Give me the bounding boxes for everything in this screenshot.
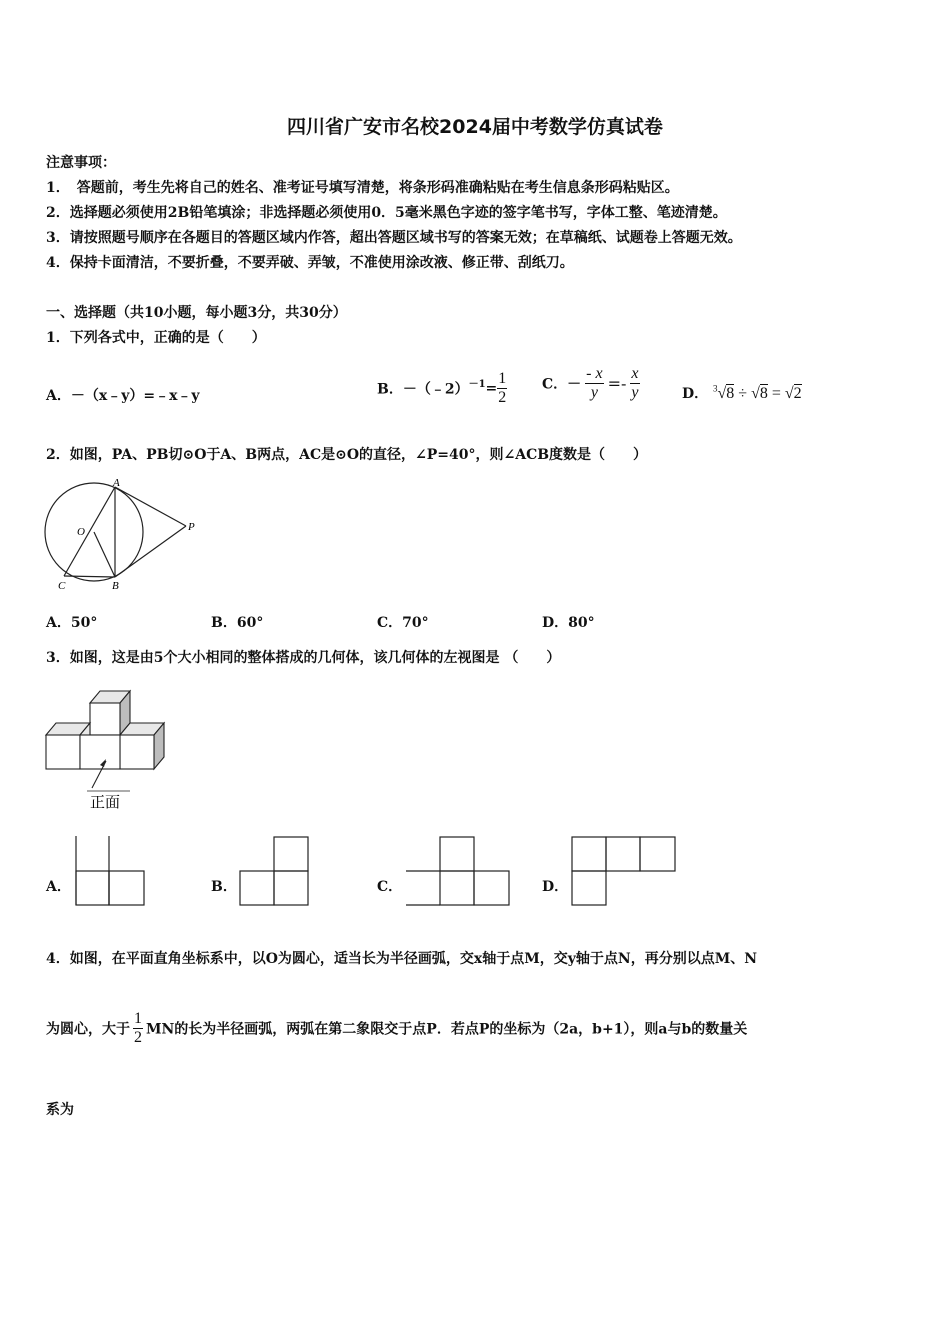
q1-c-label: C．－ — [542, 376, 582, 393]
q1-b-exponent: －1 — [468, 378, 486, 390]
q4-line-2-suffix: MN的长为半径画弧，两弧在第二象限交于点P．若点P的坐标为（2a，b+1），则a与b的数量关 — [146, 1021, 748, 1038]
q1-c-den-1: y — [585, 383, 603, 402]
q2-option-d: D．80° — [542, 615, 595, 631]
q1-c-num-1: - x — [586, 365, 603, 382]
question-1-stem: 1．下列各式中，正确的是（ ） — [46, 330, 266, 346]
notice-heading: 注意事项： — [46, 155, 116, 171]
section-heading: 一、选择题（共10小题，每小题3分，共30分） — [46, 305, 347, 321]
q3-option-b-label: B． — [211, 879, 237, 895]
q1-option-a: A．－（x﹣y）=﹣x﹣y — [46, 388, 200, 404]
q1-b-denominator: 2 — [498, 389, 507, 406]
q4-fraction-numerator: 1 — [134, 1010, 142, 1027]
notice-item: 3．请按照题号顺序在各题目的答题区域内作答，超出答题区域书写的答案无效；在草稿纸、试题卷上答题无效。 — [46, 230, 742, 246]
q1-c-fraction-2 — [630, 365, 639, 402]
q3-option-c-figure[interactable] — [402, 834, 514, 910]
q2-option-c: C．70° — [377, 615, 429, 631]
q1-d-divide: ÷ — [738, 385, 748, 402]
circle-tangent-figure — [40, 478, 205, 596]
question-4-line-2 — [46, 1010, 747, 1047]
q2-option-b: B．60° — [211, 615, 264, 631]
notice-item: 4．保持卡面清洁，不要折叠，不要弄破、弄皱，不准使用涂改液、修正带、刮纸刀。 — [46, 255, 574, 271]
q1-d-equals: = — [771, 385, 781, 402]
q1-d-radicand-3: 2 — [793, 385, 802, 402]
q1-b-fraction — [497, 370, 507, 407]
label-a: A — [113, 478, 120, 489]
cube-solid-figure — [40, 683, 175, 815]
diameter-ac — [64, 487, 115, 576]
segment-ob — [94, 532, 115, 577]
q4-fraction-denominator: 2 — [134, 1029, 142, 1046]
q3-option-a-figure[interactable] — [72, 834, 150, 910]
q4-line-2-prefix: 为圆心，大于 — [46, 1021, 130, 1038]
q1-d-expression: $^3$√8 ÷ √8 = √2 — [713, 383, 802, 402]
q1-d-radicand-2: 8 — [759, 385, 768, 402]
q1-option-c — [542, 365, 640, 402]
q3-option-d-label: D． — [542, 879, 569, 895]
label-c: C — [58, 580, 66, 592]
q4-fraction — [133, 1010, 143, 1047]
label-o: O — [77, 526, 85, 538]
question-2-stem: 2．如图，PA、PB切⊙O于A、B两点，AC是⊙O的直径，∠P=40°，则∠ACB度数是（ ） — [46, 447, 648, 463]
q1-d-label: D． — [682, 386, 709, 402]
q1-c-num-2: x — [631, 365, 639, 382]
question-3-stem: 3．如图，这是由5个大小相同的整体搭成的几何体，该几何体的左视图是 （ ） — [46, 650, 561, 666]
tangent-pa — [115, 487, 186, 526]
q3-option-a-label: A． — [46, 879, 71, 895]
segment-cb — [64, 576, 115, 577]
q2-option-a: A．50° — [46, 615, 98, 631]
q3-option-b-figure[interactable] — [236, 834, 314, 910]
question-4-line-3: 系为 — [46, 1102, 74, 1118]
page-title: 四川省广安市名校2024届中考数学仿真试卷 — [287, 116, 663, 138]
q1-c-middle: =- — [607, 374, 627, 393]
q1-b-numerator: 1 — [498, 370, 507, 387]
q1-d-root-index: 3 — [713, 383, 718, 394]
q1-d-radicand-1: 8 — [726, 385, 735, 402]
q3-option-d-figure[interactable] — [568, 834, 680, 910]
q1-option-d — [682, 383, 802, 403]
label-p: P — [188, 521, 195, 533]
question-4-line-1: 4．如图，在平面直角坐标系中，以O为圆心，适当长为半径画弧，交x轴于点M，交y轴于点N，再分别以点M、N — [46, 951, 758, 967]
notice-item: 2．选择题必须使用2B铅笔填涂；非选择题必须使用0．5毫米黑色字迹的签字笔书写，字体工整、笔迹清楚。 — [46, 205, 727, 221]
q1-c-den-2: y — [631, 384, 639, 401]
tangent-pb — [115, 526, 186, 577]
label-b: B — [112, 580, 119, 592]
q1-b-equals: = — [485, 380, 498, 397]
notice-item: 1． 答题前，考生先将自己的姓名、准考证号填写清楚，将条形码准确粘贴在考生信息条形码粘贴区。 — [46, 180, 679, 196]
q1-b-prefix: B．－（﹣2） — [377, 381, 469, 398]
q1-c-fraction-1 — [585, 365, 603, 402]
q3-option-c-label: C． — [377, 879, 403, 895]
front-label: 正面 — [90, 795, 121, 811]
q1-option-b — [377, 370, 507, 407]
